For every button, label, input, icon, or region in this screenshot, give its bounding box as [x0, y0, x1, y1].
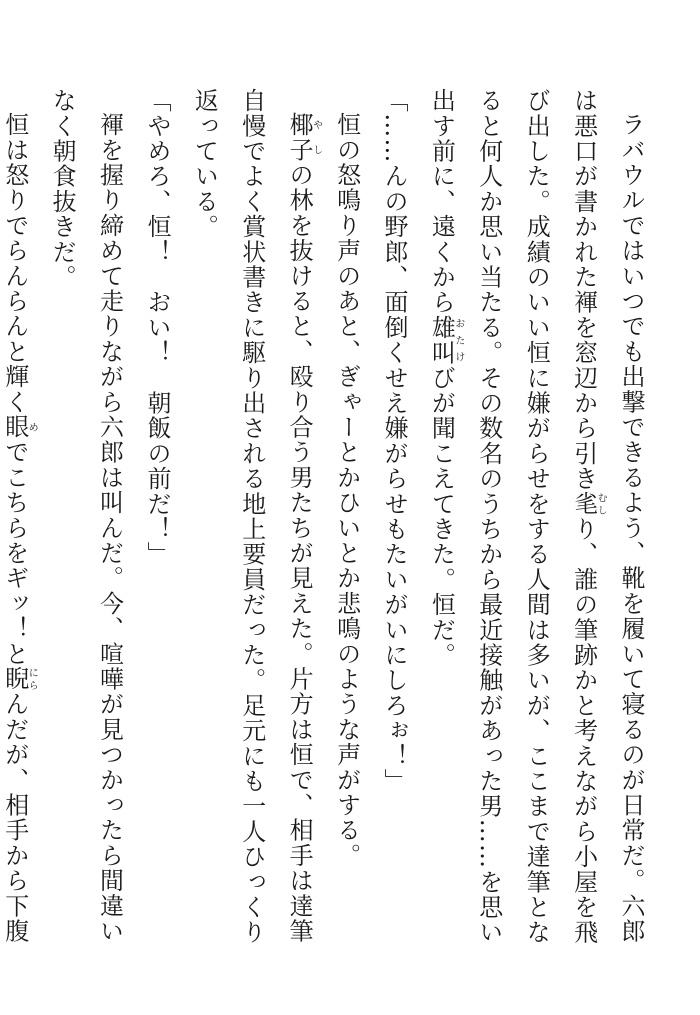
- ruby-annotated-word: [569, 491, 607, 517]
- ruby-annotated-word: [0, 414, 38, 440]
- furigana-reading: め: [26, 414, 38, 440]
- ruby-annotated-word: [427, 314, 464, 366]
- text-run: 恒は怒りでらんらんと輝く: [0, 112, 29, 415]
- text-run: びが聞こえてきた。恒だ。: [427, 365, 456, 668]
- text-run: の林を抜けると、殴り合う男たちが見えた。片方は恒で、相手は達筆自慢でよく賞状書きに駆り出される地上要員だった。足元にも一人ひっくり返っている。: [190, 88, 314, 945]
- ruby-base-text: 眼: [0, 414, 29, 440]
- ruby-base-text: 睨: [0, 666, 29, 692]
- narration-paragraph: [180, 88, 322, 968]
- text-run: 褌を握り締めて走りながら六郎は叫んだ。今、喧嘩が見つかったら間違いなく朝食抜きだ。: [48, 88, 124, 944]
- narration-paragraph: [0, 88, 38, 968]
- furigana-reading: やし: [310, 112, 322, 163]
- narration-paragraph: [38, 88, 133, 968]
- text-run: 「やめろ、恒！ おい！ 朝飯の前だ！」: [142, 88, 171, 567]
- text-run: んだが、相手から下腹: [0, 691, 29, 944]
- furigana-reading: にら: [26, 666, 38, 692]
- ruby-annotated-word: [285, 112, 322, 163]
- narration-paragraph: [322, 88, 369, 968]
- furigana-reading: むし: [595, 491, 607, 517]
- narration-paragraph: [417, 88, 654, 968]
- ruby-annotated-word: [0, 666, 38, 692]
- vertical-text-body: [0, 88, 654, 968]
- ruby-base-text: 雄叫: [427, 314, 456, 366]
- ruby-base-text: 毟: [569, 491, 598, 517]
- text-run: ラバウルではいつでも出撃できるよう、靴を履いて寝るのが日常だ。六郎は悪口が書かれた褌を窓辺から引き: [569, 88, 645, 944]
- text-run: り、誰の筆跡かと考えながら小屋を飛び出した。成績のいい恒に嫌がらせをする人間は多いが、ここまで達筆となると何人か思い当たる。その数名のうちから最近接触があった男……を思い出す前に、遠くから: [427, 88, 598, 945]
- dialogue-paragraph: [133, 88, 180, 968]
- text-run: 恒の怒鳴り声のあと、ぎゃーとかひいとか悲鳴のような声がする。: [332, 112, 361, 868]
- text-run: 「……んの野郎、面倒くせえ嫌がらせもたいがいにしろぉ！」: [379, 88, 408, 794]
- furigana-reading: おたけ: [452, 314, 464, 366]
- text-run: でこちらをギッ！と: [0, 439, 29, 667]
- dialogue-paragraph: [370, 88, 417, 968]
- ruby-base-text: 椰子: [285, 112, 314, 163]
